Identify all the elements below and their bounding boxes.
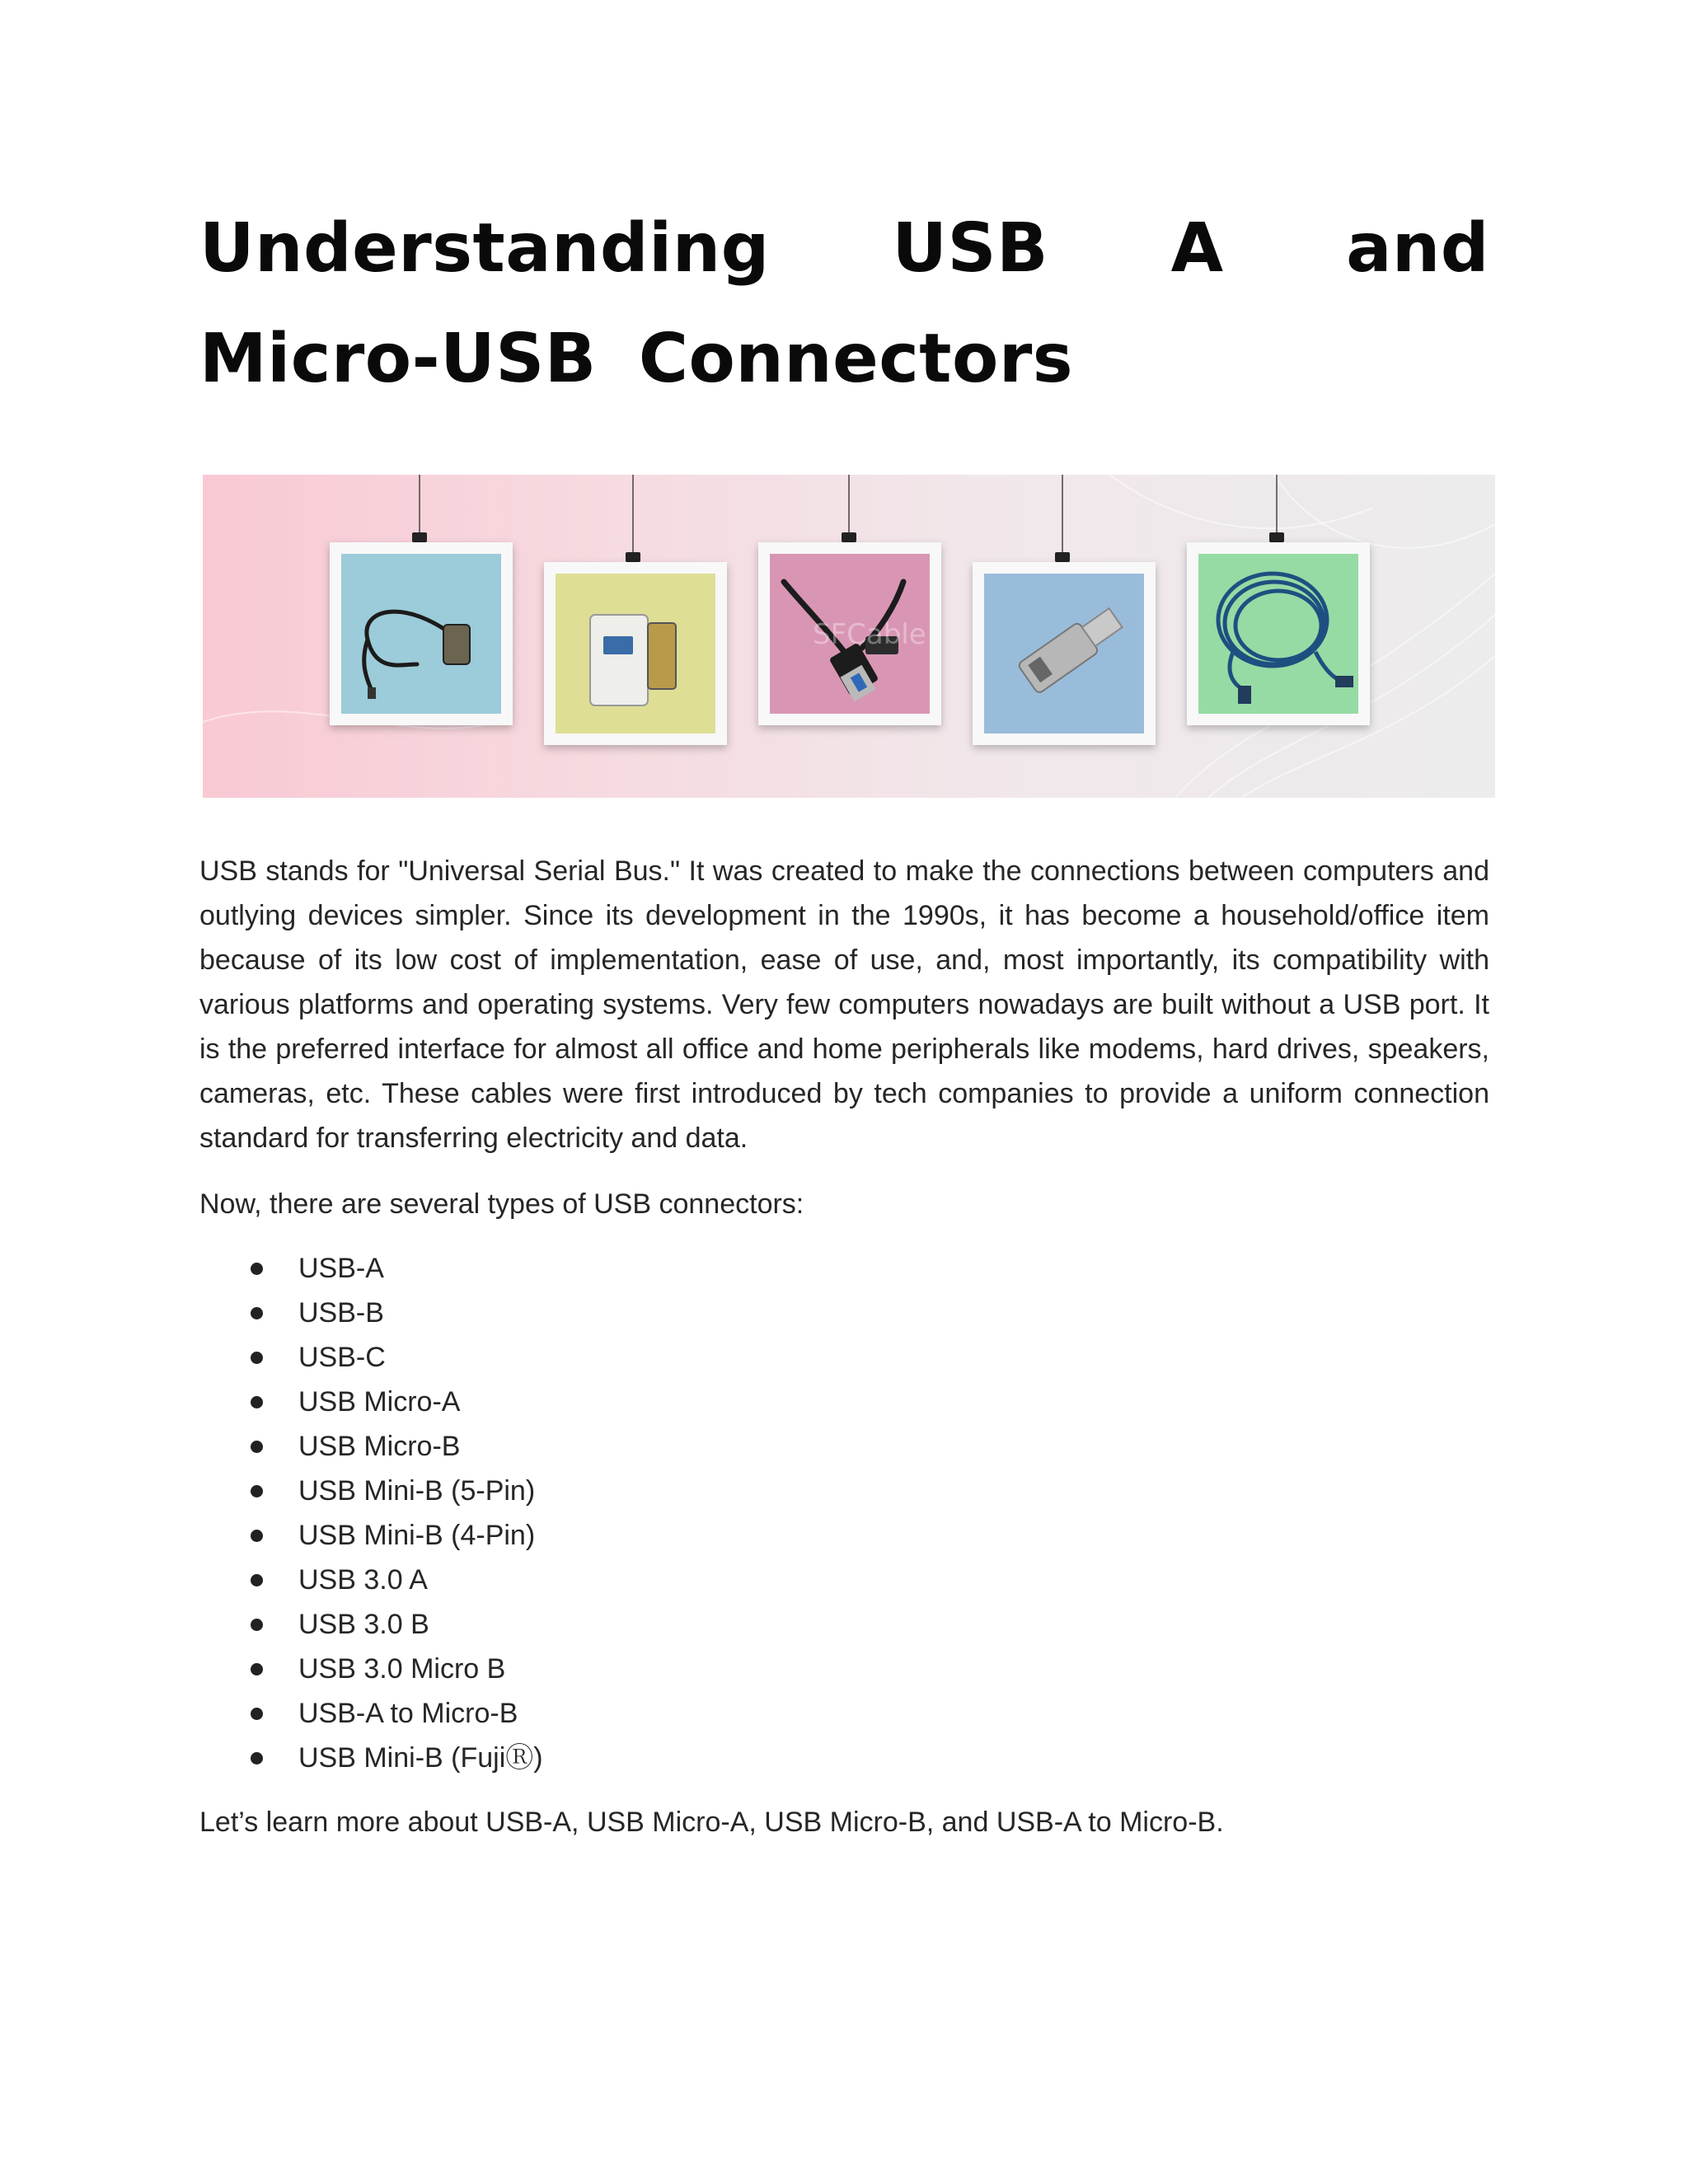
- title-block: [199, 194, 1489, 415]
- frame-usb3-cable: [1187, 542, 1370, 725]
- usb-types-list: [199, 1246, 1489, 1780]
- list-item-text: USB Micro-A: [298, 1386, 461, 1418]
- bullet-icon: [251, 1530, 263, 1542]
- list-item-text: USB Mini-B (5-Pin): [298, 1475, 536, 1507]
- bullet-icon: [251, 1574, 263, 1586]
- article-body: [199, 849, 1489, 1844]
- list-item: [199, 1246, 1489, 1291]
- intro-paragraph: USB stands for "Universal Serial Bus." It was created to make the connections between computers and outlying devices simpler. Since its development in the 1990s, it has become a household/office item because of its low cost of implementation, ease of use, and, most importantly, its compatibility with various platforms and operating systems. Very few computers nowadays are built without a USB port. It is the preferred interface for almost all office and home peripherals like modems, hard drives, speakers, cameras, etc. These cables were first introduced by tech companies to provide a uniform connection standard for transferring electricity and data.: [199, 855, 1489, 1154]
- list-item: [199, 1291, 1489, 1335]
- bullet-icon: [251, 1752, 263, 1765]
- list-item: [199, 1602, 1489, 1647]
- bullet-icon: [251, 1307, 263, 1319]
- list-item-text: USB 3.0 A: [298, 1564, 428, 1596]
- list-item: [199, 1469, 1489, 1513]
- list-item: [199, 1335, 1489, 1380]
- list-item-text: USB 3.0 B: [298, 1609, 429, 1640]
- list-item-text: USB-C: [298, 1342, 386, 1373]
- list-item: [199, 1558, 1489, 1602]
- list-item-text: USB Mini-B (FujiⓇ): [298, 1742, 543, 1774]
- bullet-icon: [251, 1396, 263, 1408]
- bullet-icon: [251, 1663, 263, 1675]
- list-item: [199, 1691, 1489, 1736]
- page-title: Understanding USB A and Micro-USB Connectors: [199, 209, 1489, 398]
- usb-cables-banner-image: [203, 475, 1495, 798]
- list-item: [199, 1513, 1489, 1558]
- bullet-icon: [251, 1619, 263, 1631]
- frame-serial-cable: [330, 542, 513, 725]
- list-item-text: USB-A: [298, 1253, 384, 1284]
- bullet-icon: [251, 1441, 263, 1453]
- types-intro-text: Now, there are several types of USB connectors:: [199, 1188, 804, 1220]
- bullet-icon: [251, 1263, 263, 1275]
- list-item-text: USB Mini-B (4-Pin): [298, 1520, 536, 1551]
- bullet-icon: [251, 1708, 263, 1720]
- list-item: [199, 1380, 1489, 1424]
- banner-watermark: SFCable: [813, 618, 926, 651]
- list-item: [199, 1424, 1489, 1469]
- list-item-text: USB-A to Micro-B: [298, 1698, 518, 1729]
- list-item: [199, 1647, 1489, 1691]
- list-item: [199, 1736, 1489, 1780]
- list-item-text: USB 3.0 Micro B: [298, 1653, 506, 1685]
- list-item-text: USB-B: [298, 1297, 384, 1329]
- list-item-text: USB Micro-B: [298, 1431, 461, 1462]
- closing-paragraph: Let’s learn more about USB-A, USB Micro-A, USB Micro-B, and USB-A to Micro-B.: [199, 1807, 1224, 1838]
- bullet-icon: [251, 1485, 263, 1497]
- bullet-icon: [251, 1352, 263, 1364]
